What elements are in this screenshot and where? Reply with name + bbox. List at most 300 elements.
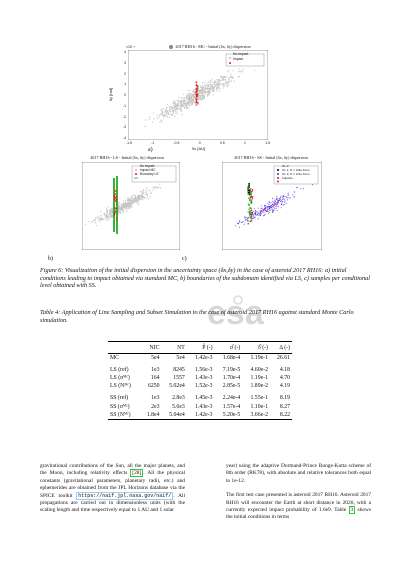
cl2-point xyxy=(283,195,284,196)
impact-point xyxy=(196,91,197,92)
no-impact-point xyxy=(123,205,124,206)
cl1-point xyxy=(247,217,248,218)
no-impact-point xyxy=(182,106,183,107)
no-impact-point xyxy=(173,102,174,103)
no-impact-point xyxy=(208,90,209,91)
cl2-point xyxy=(272,212,273,213)
cl2-point xyxy=(260,210,261,211)
no-impact-point xyxy=(233,70,234,71)
no-impact-point xyxy=(170,109,171,110)
cl2-point xyxy=(242,222,243,223)
no-impact-point xyxy=(166,114,167,115)
no-impact-point xyxy=(227,81,228,82)
cl1-point xyxy=(265,214,266,215)
no-impact-point xyxy=(193,95,194,96)
no-impact-point xyxy=(110,210,111,211)
no-impact-point xyxy=(175,107,176,108)
no-impact-point xyxy=(180,110,181,111)
no-impact-point xyxy=(92,221,93,222)
no-impact-point xyxy=(168,112,169,113)
no-impact-point xyxy=(171,114,172,115)
cl1-point xyxy=(272,209,273,210)
no-impact-point xyxy=(175,101,176,102)
no-impact-point xyxy=(187,95,188,96)
cl1-point xyxy=(243,221,244,222)
cl0-point xyxy=(248,183,249,184)
no-impact-point xyxy=(254,70,255,71)
no-impact-point xyxy=(207,91,208,92)
no-impact-point xyxy=(180,102,181,103)
cl2-point xyxy=(269,202,270,203)
spice-url-link[interactable]: https://naif.jpl.nasa.gov/naif/ xyxy=(78,492,172,499)
cl2-point xyxy=(276,203,277,204)
no-impact-point xyxy=(218,82,219,83)
no-impact-point xyxy=(176,104,177,105)
no-impact-point xyxy=(192,103,193,104)
cl1-point xyxy=(281,203,282,204)
cl2-point xyxy=(281,204,282,205)
cl1-point xyxy=(275,200,276,201)
no-impact-point xyxy=(182,114,183,115)
no-impact-point xyxy=(198,99,199,100)
no-impact-point xyxy=(208,93,209,94)
cl1-point xyxy=(270,205,271,206)
no-impact-point xyxy=(182,101,183,102)
impact-cluster-point xyxy=(249,211,250,212)
no-impact-point xyxy=(166,108,167,109)
cl1-point xyxy=(239,227,240,228)
cl1-point xyxy=(258,212,259,213)
no-impact-point xyxy=(159,184,160,185)
no-impact-point xyxy=(230,74,231,75)
impact-cluster-point xyxy=(249,199,250,200)
no-impact-point xyxy=(177,103,178,104)
cl1-point xyxy=(280,199,281,200)
no-impact-point xyxy=(165,111,166,112)
no-impact-point xyxy=(130,197,131,198)
cl2-point xyxy=(292,194,293,195)
no-impact-point xyxy=(213,88,214,89)
no-impact-point xyxy=(204,92,205,93)
impact-cluster-point xyxy=(251,216,252,217)
cl2-point xyxy=(260,215,261,216)
no-impact-point xyxy=(238,68,239,69)
cl1-point xyxy=(264,206,265,207)
cl1-point xyxy=(271,207,272,208)
cl2-point xyxy=(258,215,259,216)
no-impact-point xyxy=(218,79,219,80)
no-impact-point xyxy=(161,113,162,114)
no-impact-point xyxy=(183,101,184,102)
impact-cluster-point xyxy=(249,212,250,213)
no-impact-point xyxy=(209,89,210,90)
no-impact-point xyxy=(198,98,199,99)
no-impact-point xyxy=(201,87,202,88)
no-impact-point xyxy=(148,198,149,199)
cl2-point xyxy=(288,195,289,196)
no-impact-point xyxy=(145,119,146,120)
no-impact-point xyxy=(127,204,128,205)
no-impact-point xyxy=(157,188,158,189)
no-impact-point xyxy=(127,199,128,200)
impact-cluster-point xyxy=(251,194,252,195)
no-impact-point xyxy=(212,82,213,83)
no-impact-point xyxy=(104,214,105,215)
no-impact-point xyxy=(178,100,179,101)
cl1-point xyxy=(275,204,276,205)
cl1-point xyxy=(255,210,256,211)
no-impact-point xyxy=(148,190,149,191)
no-impact-point xyxy=(127,205,128,206)
no-impact-point xyxy=(177,113,178,114)
no-impact-point xyxy=(173,112,174,113)
no-impact-point xyxy=(201,91,202,92)
cl2-point xyxy=(272,204,273,205)
no-impact-point xyxy=(231,76,232,77)
cl2-point xyxy=(270,207,271,208)
no-impact-point xyxy=(183,94,184,95)
no-impact-point xyxy=(174,109,175,110)
cl1-point xyxy=(268,209,269,210)
table-caption: Table 4: Application of Line Sampling and Subset Simulation to the case of asteroid 2017 RH16 against standard Monte Carlo simulation. xyxy=(40,309,354,324)
no-impact-point xyxy=(200,87,201,88)
cl2-point xyxy=(246,217,247,218)
no-impact-point xyxy=(131,205,132,206)
cl2-point xyxy=(258,208,259,209)
cl1-point xyxy=(303,188,304,189)
no-impact-point xyxy=(138,200,139,201)
no-impact-point xyxy=(180,107,181,108)
no-impact-point xyxy=(142,191,143,192)
cl1-point xyxy=(255,212,256,213)
cl2-point xyxy=(265,207,266,208)
cl1-point xyxy=(312,184,313,185)
no-impact-point xyxy=(189,96,190,97)
no-impact-point xyxy=(174,116,175,117)
cl1-point xyxy=(258,213,259,214)
no-impact-point xyxy=(146,193,147,194)
no-impact-point xyxy=(157,118,158,119)
no-impact-point xyxy=(230,81,231,82)
no-impact-point xyxy=(218,86,219,87)
citation-link[interactable]: [28] xyxy=(132,470,142,477)
no-impact-point xyxy=(173,111,174,112)
no-impact-point xyxy=(141,194,142,195)
no-impact-point xyxy=(174,103,175,104)
cl2-point xyxy=(277,200,278,201)
impact-point xyxy=(249,216,250,217)
impact-point xyxy=(116,201,117,202)
no-impact-point xyxy=(200,96,201,97)
impact-cluster-point xyxy=(247,194,248,195)
cl2-point xyxy=(269,209,270,210)
no-impact-point xyxy=(100,211,101,212)
cl2-point xyxy=(276,206,277,207)
no-impact-point xyxy=(173,103,174,104)
no-impact-point xyxy=(202,85,203,86)
no-impact-point xyxy=(135,201,136,202)
no-impact-point xyxy=(130,206,131,207)
cl2-point xyxy=(280,201,281,202)
no-impact-point xyxy=(191,95,192,96)
no-impact-point xyxy=(202,90,203,91)
cl1-point xyxy=(294,197,295,198)
no-impact-point xyxy=(222,79,223,80)
no-impact-point xyxy=(129,208,130,209)
no-impact-point xyxy=(139,199,140,200)
impact-point xyxy=(196,99,197,100)
cl1-point xyxy=(286,203,287,204)
no-impact-point xyxy=(158,117,159,118)
no-impact-point xyxy=(152,121,153,122)
no-impact-point xyxy=(175,110,176,111)
no-impact-point xyxy=(163,108,164,109)
no-impact-point xyxy=(122,208,123,209)
no-impact-point xyxy=(101,219,102,220)
no-impact-point xyxy=(181,106,182,107)
table-ref-link[interactable]: 3 xyxy=(350,507,354,514)
cl1-point xyxy=(262,208,263,209)
no-impact-point xyxy=(207,84,208,85)
no-impact-point xyxy=(212,86,213,87)
no-impact-point xyxy=(191,99,192,100)
no-impact-point xyxy=(240,70,241,71)
no-impact-point xyxy=(123,209,124,210)
no-impact-point xyxy=(100,221,101,222)
no-impact-point xyxy=(232,78,233,79)
no-impact-point xyxy=(186,100,187,101)
cl1-point xyxy=(294,191,295,192)
no-impact-point xyxy=(179,108,180,109)
no-impact-point xyxy=(147,187,148,188)
svg-text:esa: esa xyxy=(207,294,264,330)
panel-label-b: b) xyxy=(48,256,53,262)
cl1-point xyxy=(275,201,276,202)
no-impact-point xyxy=(132,198,133,199)
no-impact-point xyxy=(216,84,217,85)
cl1-point xyxy=(300,188,301,189)
impact-cluster-point xyxy=(250,210,251,211)
bl-panel-plot xyxy=(82,162,180,250)
cl2-point xyxy=(269,210,270,211)
no-impact-point xyxy=(112,212,113,213)
body-left-column: gravitational contributions of the Sun, all the major planets, and the Moon, including relativity effects [28] . All the physical constants (gravitational parameters, planetary radii, etc.) and ephemerides are obtained from the JPL Horizons database via the SPICE toolkit https://naif.jpl.nasa.gov/naif/ . All propagations are carried out in dimensionless units (with the scaling length and time respectively equal to 1 AU and 1 solar xyxy=(40,463,186,514)
no-impact-point xyxy=(118,207,119,208)
no-impact-point xyxy=(120,210,121,211)
cl1-point xyxy=(277,204,278,205)
no-impact-point xyxy=(204,94,205,95)
cl2-point xyxy=(262,209,263,210)
impact-point xyxy=(114,207,115,208)
no-impact-point xyxy=(204,97,205,98)
cl2-point xyxy=(265,210,266,211)
no-impact-point xyxy=(95,217,96,218)
no-impact-point xyxy=(228,85,229,86)
no-impact-point xyxy=(224,79,225,80)
no-impact-point xyxy=(145,198,146,199)
cl1-point xyxy=(271,202,272,203)
no-impact-point xyxy=(149,119,150,120)
cl1-point xyxy=(255,213,256,214)
no-impact-point xyxy=(128,207,129,208)
no-impact-point xyxy=(213,94,214,95)
impact-point xyxy=(114,215,115,216)
no-impact-point xyxy=(138,202,139,203)
no-impact-point xyxy=(225,76,226,77)
cl2-point xyxy=(260,212,261,213)
no-impact-point xyxy=(199,95,200,96)
no-impact-point xyxy=(222,83,223,84)
cl1-point xyxy=(253,211,254,212)
no-impact-point xyxy=(228,79,229,80)
no-impact-point xyxy=(207,85,208,86)
no-impact-point xyxy=(186,108,187,109)
no-impact-point xyxy=(153,113,154,114)
impact-point xyxy=(197,95,198,96)
no-impact-point xyxy=(131,203,132,204)
no-impact-point xyxy=(118,212,119,213)
no-impact-point xyxy=(134,195,135,196)
no-impact-point xyxy=(149,189,150,190)
no-impact-point xyxy=(112,208,113,209)
no-impact-point xyxy=(181,109,182,110)
cl1-point xyxy=(257,214,258,215)
no-impact-point xyxy=(159,114,160,115)
no-impact-point xyxy=(161,121,162,122)
cl1-point xyxy=(290,198,291,199)
no-impact-point xyxy=(133,202,134,203)
no-impact-point xyxy=(202,93,203,94)
cl1-point xyxy=(245,220,246,221)
no-impact-point xyxy=(161,120,162,121)
no-impact-point xyxy=(229,70,230,71)
no-impact-point xyxy=(153,187,154,188)
no-impact-point xyxy=(217,89,218,90)
cl1-point xyxy=(235,225,236,226)
no-impact-point xyxy=(118,204,119,205)
no-impact-point xyxy=(141,196,142,197)
body-right-column: year) using the adaptive Dormand-Prince Runge-Kutta scheme of 8th order (RK78), with absolute and relative tolerances both equal to 1e-12. The first test case presented is asteroid 2017 RH16. Asteroid 2017 RH16 will encounter the Earth at short distance in 2026, with a currently expected impact probability of 1.6e9. Table 3 shows the initial conditions in terms xyxy=(226,463,371,521)
top-ylabel: δy [rad] xyxy=(108,87,114,102)
no-impact-point xyxy=(178,105,179,106)
cl1-point xyxy=(255,214,256,215)
no-impact-point xyxy=(154,118,155,119)
no-impact-point xyxy=(210,82,211,83)
no-impact-point xyxy=(139,197,140,198)
no-impact-point xyxy=(199,93,200,94)
no-impact-point xyxy=(199,99,200,100)
no-impact-point xyxy=(189,95,190,96)
no-impact-point xyxy=(204,90,205,91)
cl1-point xyxy=(248,212,249,213)
cl1-point xyxy=(258,218,259,219)
cl1-point xyxy=(241,222,242,223)
no-impact-point xyxy=(242,71,243,72)
cl1-point xyxy=(269,206,270,207)
figure-caption: Figure 6: Visualization of the initial dispersion in the uncertainty space (δx,δy) in the case of asteroid 2017 RH16: a) initial conditions leading to impact obtained via standard MC, b) boundaries of the subdomain identified via LS, c) samples per conditional level obtained with SS. xyxy=(40,267,370,290)
cl2-point xyxy=(254,213,255,214)
no-impact-point xyxy=(186,97,187,98)
no-impact-point xyxy=(130,200,131,201)
no-impact-point xyxy=(94,220,95,221)
cl1-point xyxy=(247,218,248,219)
no-impact-point xyxy=(205,93,206,94)
cl2-point xyxy=(274,204,275,205)
impact-cluster-point xyxy=(248,204,249,205)
no-impact-point xyxy=(131,204,132,205)
no-impact-point xyxy=(158,187,159,188)
impact-point xyxy=(252,212,253,213)
no-impact-point xyxy=(214,81,215,82)
no-impact-point xyxy=(174,105,175,106)
impact-point xyxy=(196,101,197,102)
no-impact-point xyxy=(219,87,220,88)
no-impact-point xyxy=(193,94,194,95)
no-impact-point xyxy=(157,114,158,115)
cl1-point xyxy=(248,220,249,221)
impact-point xyxy=(196,104,197,105)
no-impact-point xyxy=(138,204,139,205)
no-impact-point xyxy=(122,206,123,207)
no-impact-point xyxy=(137,198,138,199)
no-impact-point xyxy=(200,89,201,90)
no-impact-point xyxy=(150,196,151,197)
bl-panel-title: 2017 RH16 - LS - Initial (δx, δy) dispersion xyxy=(90,155,164,160)
no-impact-point xyxy=(234,81,235,82)
cl1-point xyxy=(264,212,265,213)
no-impact-point xyxy=(107,220,108,221)
no-impact-point xyxy=(166,113,167,114)
no-impact-point xyxy=(155,187,156,188)
no-impact-point xyxy=(189,98,190,99)
no-impact-point xyxy=(204,86,205,87)
no-impact-point xyxy=(124,204,125,205)
cl1-point xyxy=(283,205,284,206)
no-impact-point xyxy=(145,194,146,195)
no-impact-point xyxy=(147,195,148,196)
no-impact-point xyxy=(191,94,192,95)
no-impact-point xyxy=(120,204,121,205)
no-impact-point xyxy=(179,97,180,98)
no-impact-point xyxy=(127,197,128,198)
no-impact-point xyxy=(125,202,126,203)
no-impact-point xyxy=(194,89,195,90)
no-impact-point xyxy=(223,88,224,89)
top-legend-impact: Impact xyxy=(233,57,244,61)
table-row: LS (Nᴹᶜ) 6250 5.02e4 1.52e-3 2.85e-5 1.89e-2 4.19 xyxy=(110,383,290,390)
no-impact-point xyxy=(162,114,163,115)
impact-point xyxy=(196,93,197,94)
no-impact-point xyxy=(169,110,170,111)
cl1-point xyxy=(254,208,255,209)
no-impact-point xyxy=(193,98,194,99)
impact-point xyxy=(252,198,253,199)
top-legend-no-impact: No impact xyxy=(233,52,249,56)
no-impact-point xyxy=(169,111,170,112)
no-impact-point xyxy=(208,82,209,83)
no-impact-point xyxy=(121,207,122,208)
no-impact-point xyxy=(192,91,193,92)
cl1-point xyxy=(244,224,245,225)
no-impact-point xyxy=(164,114,165,115)
no-impact-point xyxy=(187,90,188,91)
cl1-point xyxy=(268,203,269,204)
no-impact-point xyxy=(161,110,162,111)
no-impact-point xyxy=(169,106,170,107)
no-impact-point xyxy=(213,90,214,91)
no-impact-point xyxy=(110,217,111,218)
top-yticks: 4 3 2 1 0 -1 -2 -3 -4 xyxy=(122,50,126,140)
